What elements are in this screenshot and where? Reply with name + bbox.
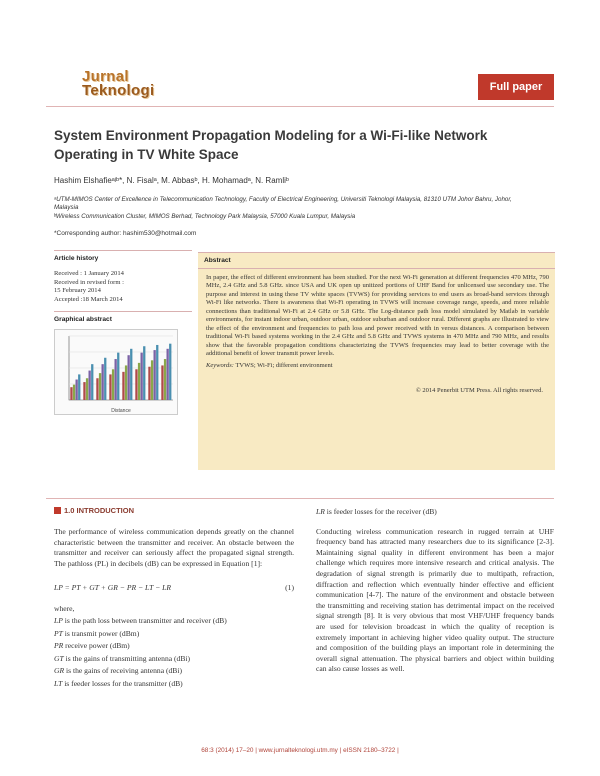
header-divider bbox=[46, 106, 554, 107]
affiliations bbox=[54, 196, 534, 221]
abstract-box bbox=[198, 252, 555, 470]
chart-bar bbox=[141, 353, 143, 400]
chart-bar bbox=[151, 361, 153, 401]
equation-number: (1) bbox=[285, 583, 294, 593]
history-line: Received in revised form : bbox=[54, 278, 124, 286]
definition-symbol: LT bbox=[54, 678, 63, 688]
definition-list bbox=[54, 615, 294, 691]
chart-bar bbox=[102, 365, 104, 401]
definition-item bbox=[54, 628, 294, 641]
definition-item bbox=[54, 678, 294, 691]
definition-text: is the gains of transmitting antenna (dBi) bbox=[63, 653, 191, 663]
definition-symbol: GT bbox=[54, 653, 64, 663]
article-history bbox=[54, 270, 192, 304]
definition-symbol: GR bbox=[54, 666, 65, 676]
definition-symbol: LP bbox=[54, 615, 63, 625]
chart-bar bbox=[135, 370, 137, 401]
chart-bar bbox=[96, 379, 98, 401]
definition-text: is the path loss between transmitter and receiver (dB) bbox=[62, 615, 227, 625]
definition-text: receive power (dBm) bbox=[63, 641, 130, 651]
history-line: Accepted :18 March 2014 bbox=[54, 295, 123, 303]
article-sidebar bbox=[54, 250, 192, 415]
chart-bar bbox=[130, 349, 132, 400]
graphical-abstract-heading: Graphical abstract bbox=[54, 311, 192, 326]
graphical-abstract-chart bbox=[54, 329, 178, 415]
chart-bar bbox=[128, 356, 130, 401]
keywords-text: TVWS; Wi-Fi; different environment bbox=[235, 361, 333, 369]
chart-bar bbox=[91, 365, 93, 401]
intro-paragraph-2: Conducting wireless communication research in rugged terrain at UHF frequency band has attracted many researchers due to its significance [2-3]. Maintaining signal quality in different environment has been a major challenge which requires more intensive research and critical analysis. The degradation of signal strength is primarily due to multipath, refraction, diffraction and reflection which eventually hinder effective and efficient communication [4-7]. The nature of the environment and obstacle between the transmitting and receiving station has detrimental impact on the received signal strength [8]. It is very obvious that most VHF/UHF frequency bands are used for television broadcast in which the quality of reception is extremely important in achieving higher video quality output. The structure and composition of the building plays an important role in determining the overall signal attenuation. The physical barriers and object within building can also cause losses as well. bbox=[316, 526, 554, 674]
keywords-label: Keywords: bbox=[206, 361, 234, 369]
history-line: 15 February 2014 bbox=[54, 287, 101, 295]
chart-bar bbox=[115, 359, 117, 400]
equation-text: LP = PT + GT + GR − PR − LT − LR bbox=[54, 583, 171, 593]
keywords bbox=[198, 359, 555, 372]
chart-bar bbox=[148, 367, 150, 400]
full-paper-badge: Full paper bbox=[478, 74, 554, 100]
chart-bar bbox=[117, 353, 119, 400]
section-title: 1.0 INTRODUCTION bbox=[64, 506, 135, 515]
chart-bar bbox=[169, 344, 171, 400]
definition-item bbox=[54, 665, 294, 678]
page-footer: 68:3 (2014) 17–20 | www.jurnalteknologi.utm.my | eISSN 2180–3722 | bbox=[201, 747, 399, 754]
definition-text: is feeder losses for the transmitter (dB) bbox=[62, 678, 183, 688]
section-divider bbox=[46, 498, 554, 499]
section-marker-icon bbox=[54, 507, 61, 514]
definition-text: is the gains of receiving antenna (dBi) bbox=[64, 666, 183, 676]
paper-title: System Environment Propagation Modeling for a Wi-Fi-like Network Operating in TV White Space bbox=[54, 128, 488, 162]
logo-line2: Teknologi bbox=[82, 81, 155, 99]
corresponding-author: *Corresponding author: hashim530@hotmail.com bbox=[54, 230, 197, 237]
chart-bar bbox=[161, 366, 163, 401]
affiliation-a: ᵃUTM-MIMOS Center of Excellence in Telecommunication Technology, Faculty of Electrical Engineering, Universiti Teknologi Malaysia, 81310 UTM Johor Bahru, Johor, Malaysia bbox=[54, 196, 512, 212]
definition-text: is transmit power (dBm) bbox=[62, 628, 140, 638]
chart-bar bbox=[138, 363, 140, 400]
chart-bar bbox=[83, 382, 85, 400]
chart-bar bbox=[109, 375, 111, 401]
journal-logo bbox=[82, 68, 155, 99]
chart-bar bbox=[143, 347, 145, 401]
where-label: where, bbox=[54, 604, 75, 614]
section-heading bbox=[54, 506, 294, 515]
history-line: Received : 1 January 2014 bbox=[54, 270, 124, 277]
chart-bar bbox=[112, 370, 114, 401]
logo-line1: Jurnal bbox=[82, 68, 129, 85]
intro-paragraph-1: The performance of wireless communication depends greatly on the channel characteristic between the transmitter and receiver. An obstacle between the transmitter and receiver can seriously affect the propagated signal strength. The pathloss (PL) in decibels (dB) can be expressed in Equation [1]: bbox=[54, 527, 294, 568]
definition-item bbox=[54, 653, 294, 666]
definition-symbol: PR bbox=[54, 641, 64, 651]
body-column-right bbox=[316, 506, 554, 675]
chart-xlabel: Distance bbox=[111, 408, 131, 415]
chart-bar bbox=[70, 388, 72, 401]
definition-list-cont bbox=[316, 506, 554, 519]
chart-bar bbox=[125, 366, 127, 401]
chart-svg bbox=[55, 330, 179, 416]
chart-bar bbox=[122, 372, 124, 400]
chart-bar bbox=[156, 345, 158, 400]
chart-bar bbox=[167, 349, 169, 400]
definition-item bbox=[316, 506, 554, 519]
chart-bar bbox=[86, 379, 88, 401]
definition-symbol: LR bbox=[316, 507, 325, 516]
definition-item bbox=[54, 640, 294, 653]
body-column-left bbox=[54, 506, 294, 691]
chart-bar bbox=[89, 371, 91, 400]
affiliation-b: ᵇWireless Communication Cluster, MIMOS Berhad, Technology Park Malaysia, 57000 Kuala Lumpur, Malaysia bbox=[54, 212, 356, 220]
copyright: © 2014 Penerbit UTM Press. All rights reserved. bbox=[415, 387, 543, 394]
definition-symbol: PT bbox=[54, 628, 63, 638]
chart-bar bbox=[78, 375, 80, 401]
equation-1 bbox=[54, 583, 294, 592]
abstract-heading: Abstract bbox=[198, 253, 555, 269]
chart-bar bbox=[164, 359, 166, 400]
article-history-heading: Article history bbox=[54, 250, 192, 265]
chart-bar bbox=[73, 385, 75, 400]
chart-bar bbox=[99, 373, 101, 400]
chart-bar bbox=[104, 358, 106, 400]
chart-bar bbox=[76, 380, 78, 400]
definition-item bbox=[54, 615, 294, 628]
abstract-text: In paper, the effect of different environment has been studied. For the next Wi-Fi generation at different frequencies 470 MHz, 790 MHz, 2.4 GHz and 5.8 GHz. since USA and UK open up unitized portions of UHF Band for unlicensed use secondary use. The purpose and interest in using these TV white spaces (TVWS) for providing services to end users as broad-band services through Wi-Fi like networks. There is awareness that Wi-Fi operating in TVWS will increase coverage range, speeds, and more reliable connections than traditional Wi-Fi at 2.4 GHz or 5.8 GHz. The Log-distance path loss model simulated by Matlab in variable environments, for instant indoor urban, outdoor urban, outdoor suburban and outdoor rural. Different graphs are illustrated to view the effect of the environment and frequencies to path loss and power received with in versus distances. A comparison between traditional Wi-Fi based systems working in the 2.4 GHz and 5.8 GHz and TVWS systems in 470 MHz and 790 MHz, and results show that the favorable propagation conditions characterizing the TVWS frequencies may lead to better coverage with the additional benefit of lower transmit power levels. bbox=[206, 274, 549, 358]
definition-text: is feeder losses for the receiver (dB) bbox=[324, 507, 437, 516]
chart-bar bbox=[154, 350, 156, 400]
author-list: Hashim Elshafieᵃʲᵇ*, N. Fisalᵃ, M. Abbasᵇ, H. Mohamadᵃ, N. Ramliᵇ bbox=[54, 176, 289, 185]
